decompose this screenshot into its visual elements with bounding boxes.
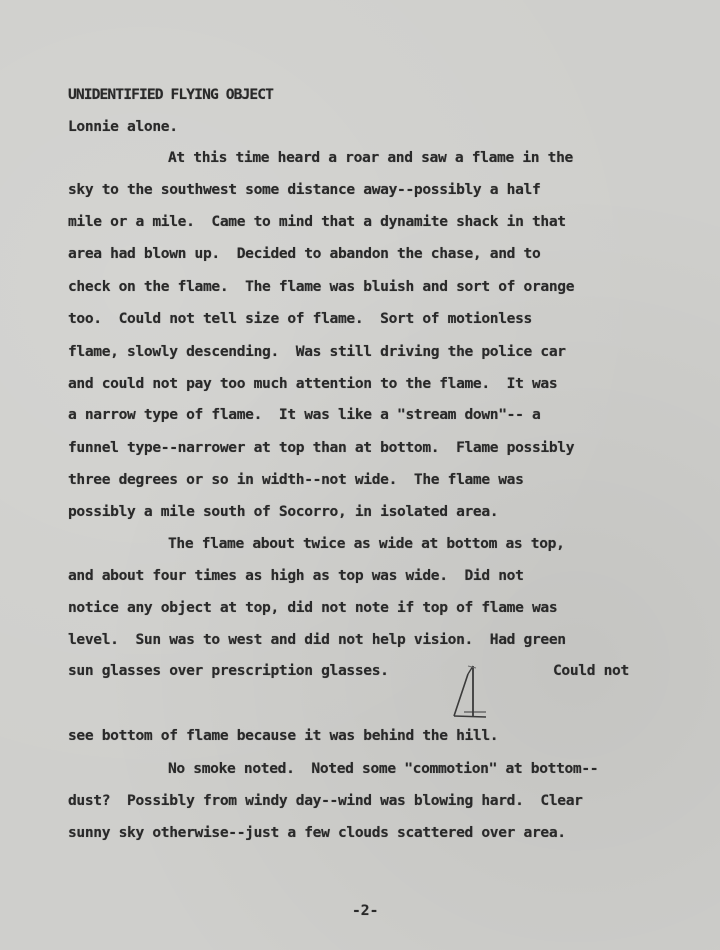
paragraph-start-line: At this time heard a roar and saw a flame in the — [168, 149, 573, 166]
text-line: sun glasses over prescription glasses. — [68, 662, 389, 679]
text-line: mile or a mile. Came to mind that a dynamite shack in that — [68, 213, 566, 230]
text-line: and could not pay too much attention to the flame. It was — [68, 375, 558, 392]
text-line: flame, slowly descending. Was still driving the police car — [68, 343, 566, 360]
paragraph-start-line: No smoke noted. Noted some "commotion" at bottom-- — [168, 760, 599, 777]
flame-sketch — [446, 660, 496, 724]
text-line: level. Sun was to west and did not help vision. Had green — [68, 631, 566, 648]
text-line: sky to the southwest some distance away--possibly a half — [68, 181, 541, 198]
text-line: possibly a mile south of Socorro, in isolated area. — [68, 503, 499, 520]
text-line: notice any object at top, did not note if top of flame was — [68, 599, 558, 616]
page-number: -2- — [352, 902, 379, 919]
text-line: sunny sky otherwise--just a few clouds scattered over area. — [68, 824, 566, 841]
text-line: Lonnie alone. — [68, 118, 178, 135]
text-line: area had blown up. Decided to abandon the chase, and to — [68, 245, 541, 262]
document-heading: UNIDENTIFIED FLYING OBJECT — [68, 86, 274, 103]
text-line: three degrees or so in width--not wide. The flame was — [68, 471, 524, 488]
text-line: funnel type--narrower at top than at bottom. Flame possibly — [68, 439, 575, 456]
text-line: and about four times as high as top was wide. Did not — [68, 567, 524, 584]
paragraph-start-line: The flame about twice as wide at bottom as top, — [168, 535, 565, 552]
text-line: a narrow type of flame. It was like a "stream down"-- a — [68, 406, 541, 423]
text-line: dust? Possibly from windy day--wind was blowing hard. Clear — [68, 792, 583, 809]
text-line: Could not — [553, 662, 629, 679]
text-line: check on the flame. The flame was bluish and sort of orange — [68, 278, 575, 295]
text-line: too. Could not tell size of flame. Sort of motionless — [68, 310, 532, 327]
text-line: see bottom of flame because it was behind the hill. — [68, 727, 499, 744]
